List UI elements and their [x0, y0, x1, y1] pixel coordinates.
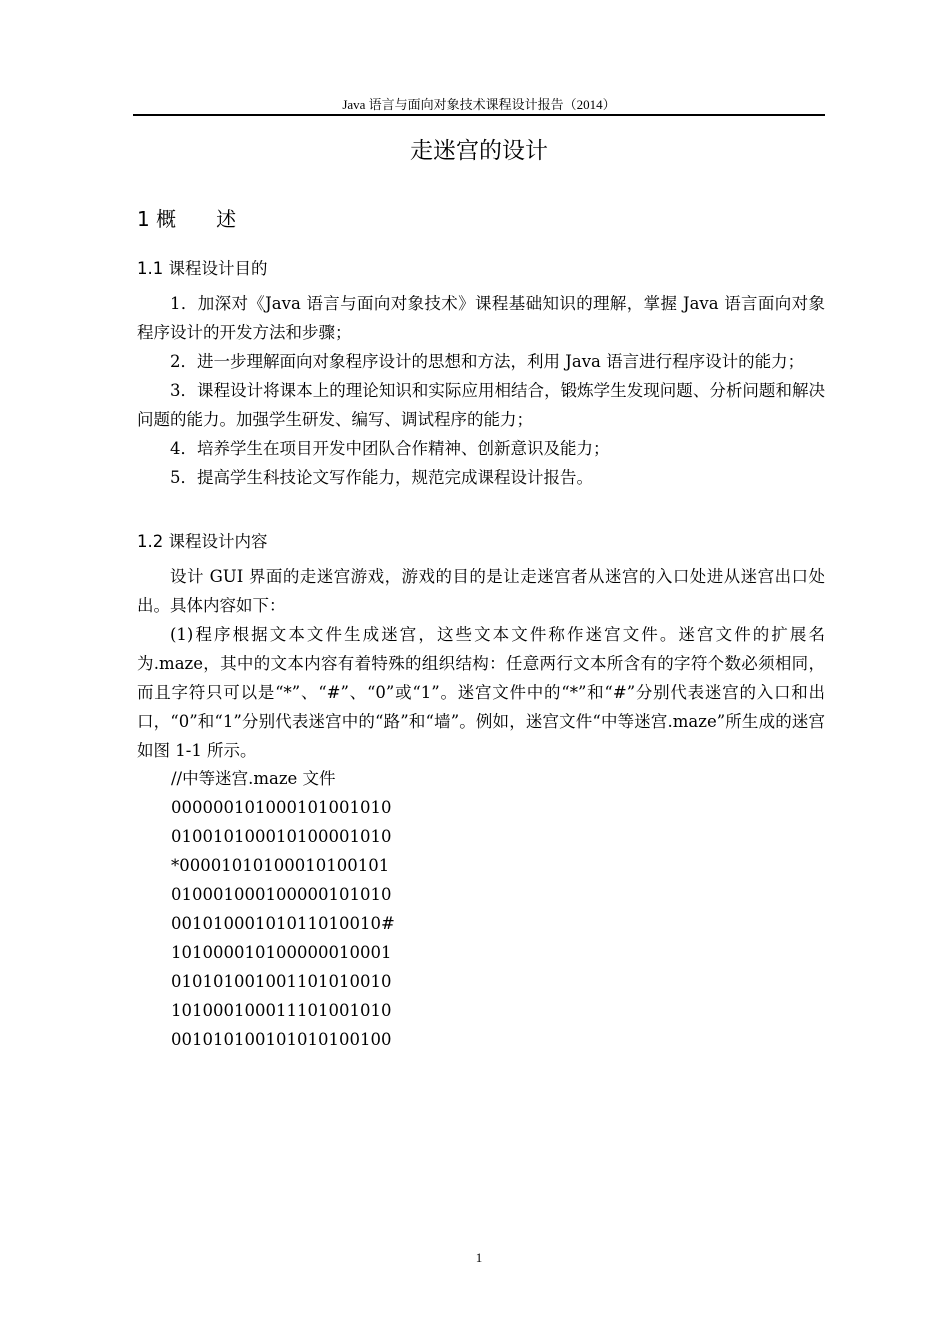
content-intro: 设计 GUI 界面的走迷宫游戏，游戏的目的是让走迷宫者从迷宫的入口处进从迷宫出口处出。具体内容如下： [137, 567, 825, 615]
header-rule [133, 114, 825, 116]
maze-line: 101000010100000010001 [171, 943, 392, 962]
purpose-item-3: 3．课程设计将课本上的理论知识和实际应用相结合，锻炼学生发现问题、分析问题和解决问题的能力。加强学生研发、编写、调试程序的能力； [137, 381, 825, 429]
maze-file-comment: //中等迷宫.maze 文件 [171, 769, 336, 788]
maze-line: *00001010100010100101 [171, 856, 390, 875]
maze-line: 001010100101010100100 [171, 1030, 392, 1049]
purpose-item-5: 5．提高学生科技论文写作能力，规范完成课程设计报告。 [170, 468, 593, 487]
maze-line: 010001000100000101010 [171, 885, 392, 904]
maze-line: 010101001001101010010 [171, 972, 392, 991]
subsection-heading-1-1: 1.1 课程设计目的 [137, 259, 268, 278]
purpose-item-4: 4．培养学生在项目开发中团队合作精神、创新意识及能力； [170, 439, 610, 458]
content-item-1: (1)程序根据文本文件生成迷宫，这些文本文件称作迷宫文件。迷宫文件的扩展名为.maze，其中的文本内容有着特殊的组织结构：任意两行文本所含有的字符个数必须相同，而且字符只可以是“*”、“#”、“0”或“1”。迷宫文件中的“*”和“#”分别代表迷宫的入口和出口，“0”和“1”分别代表迷宫中的“路”和“墙”。例如，迷宫文件“中等迷宫.maze”所生成的迷宫如图 1-1 所示。 [137, 625, 825, 760]
maze-line: 010010100010100001010 [171, 827, 392, 846]
maze-line: 000000101000101001010 [171, 798, 392, 817]
content-paragraphs [137, 562, 825, 765]
page-number: 1 [475, 1250, 483, 1265]
maze-line: 101000100011101001010 [171, 1001, 392, 1020]
maze-file-listing [137, 764, 825, 1054]
section-heading-1: 1 概 述 [137, 207, 237, 231]
page-header: Java 语言与面向对象技术课程设计报告（2014） [342, 97, 616, 112]
maze-line: 00101000101011010010# [171, 914, 395, 933]
subsection-heading-1-2: 1.2 课程设计内容 [137, 532, 268, 551]
purpose-paragraphs [137, 289, 825, 492]
purpose-item-1: 1．加深对《Java 语言与面向对象技术》课程基础知识的理解，掌握 Java 语言面向对象程序设计的开发方法和步骤； [137, 294, 826, 342]
document-title: 走迷宫的设计 [410, 138, 548, 164]
purpose-item-2: 2．进一步理解面向对象程序设计的思想和方法，利用 Java 语言进行程序设计的能力； [170, 352, 805, 371]
